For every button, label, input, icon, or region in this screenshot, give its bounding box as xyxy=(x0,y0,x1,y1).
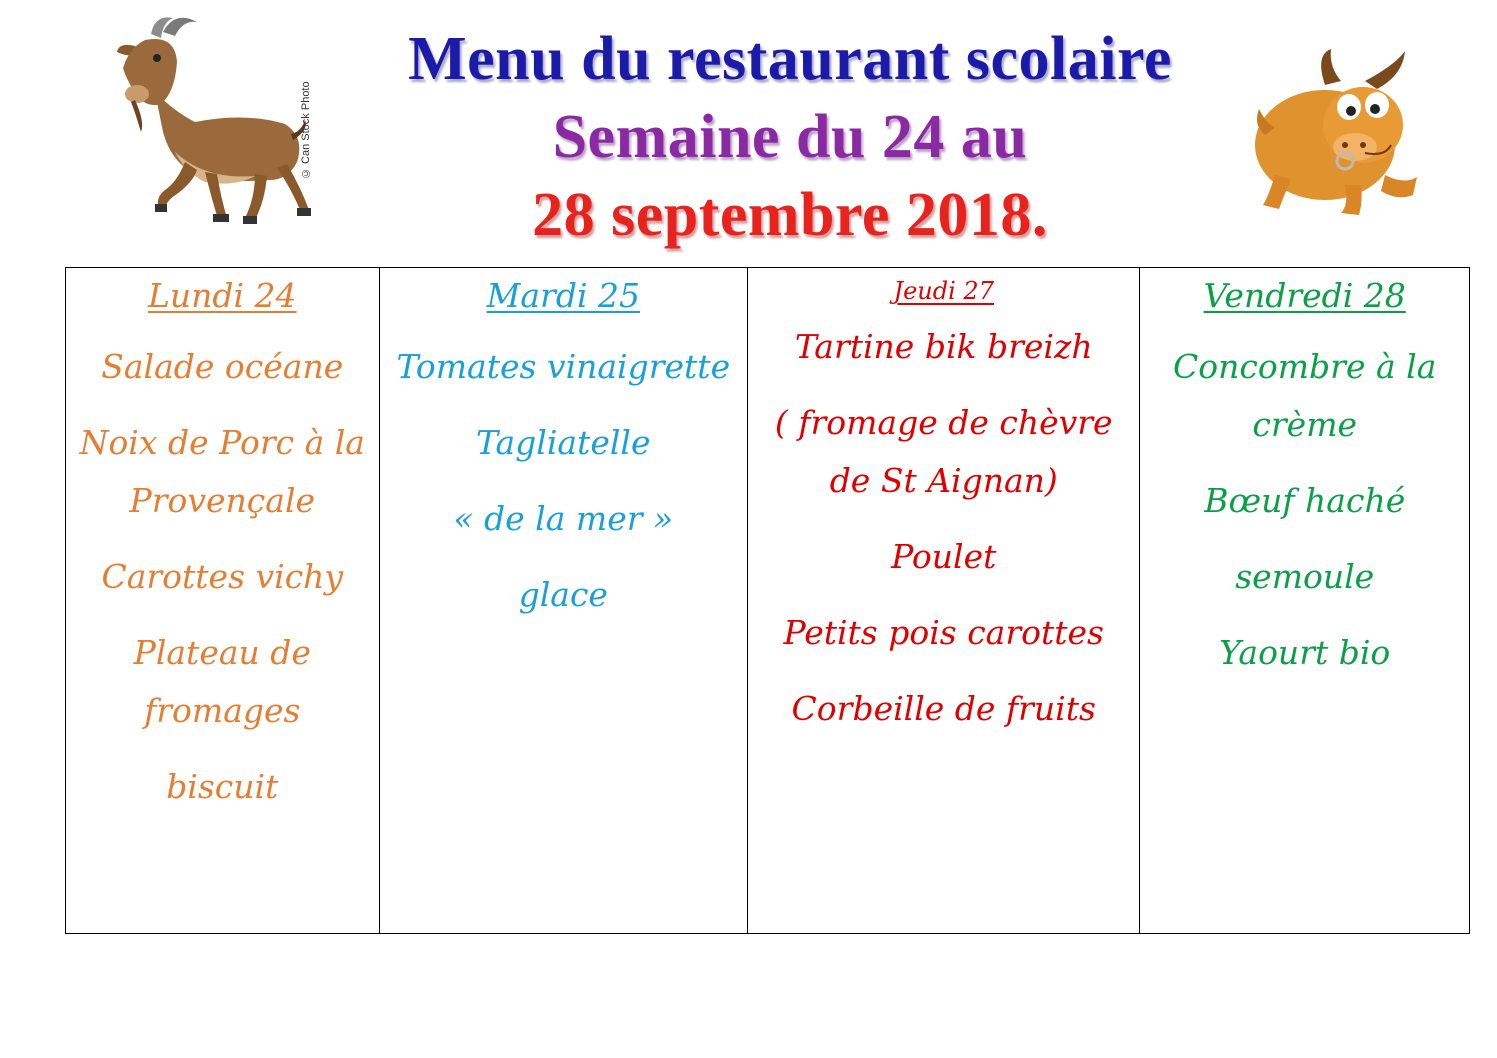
day-heading-mardi: Mardi 25 xyxy=(486,276,640,315)
menu-item: glace xyxy=(518,575,608,614)
menu-item: Petits pois carottes xyxy=(783,613,1104,652)
day-heading-vendredi: Vendredi 28 xyxy=(1203,276,1406,315)
goat-illustration-icon xyxy=(105,12,315,237)
day-heading-lundi: Lundi 24 xyxy=(147,276,297,315)
day-column-lundi xyxy=(66,268,380,933)
menu-table xyxy=(65,267,1470,934)
title-line-3: 28 septembre 2018. xyxy=(532,181,1048,249)
menu-item: Salade océane xyxy=(101,347,344,386)
page-title xyxy=(330,20,1250,254)
menu-item: Corbeille de fruits xyxy=(791,689,1096,728)
title-line-1: Menu du restaurant scolaire xyxy=(408,25,1172,93)
menu-item: biscuit xyxy=(166,767,279,806)
menu-item: Plateau de fromages xyxy=(133,633,311,730)
day-column-mardi xyxy=(380,268,748,933)
day-column-vendredi xyxy=(1140,268,1469,933)
menu-item: Tomates vinaigrette xyxy=(396,347,731,386)
menu-item: « de la mer » xyxy=(453,499,674,538)
menu-item: Tagliatelle xyxy=(476,423,651,462)
bull-illustration-icon xyxy=(1245,45,1440,220)
day-heading-jeudi: Jeudi 27 xyxy=(893,277,994,305)
day-column-jeudi xyxy=(748,268,1140,933)
menu-item: Tartine bik breizh xyxy=(794,327,1093,366)
menu-item: Concombre à la crème xyxy=(1173,347,1437,444)
title-line-2: Semaine du 24 au xyxy=(552,103,1028,171)
menu-item: Poulet xyxy=(891,537,997,576)
menu-item: Carottes vichy xyxy=(101,557,344,596)
menu-item: Bœuf haché xyxy=(1204,481,1406,520)
goat-credit-text: © Can Stock Photo xyxy=(300,81,312,179)
menu-item: Noix de Porc à la Provençale xyxy=(79,423,365,520)
menu-item: semoule xyxy=(1235,557,1375,596)
menu-item: Yaourt bio xyxy=(1219,633,1391,672)
menu-item: ( fromage de chèvre de St Aignan) xyxy=(774,403,1113,500)
